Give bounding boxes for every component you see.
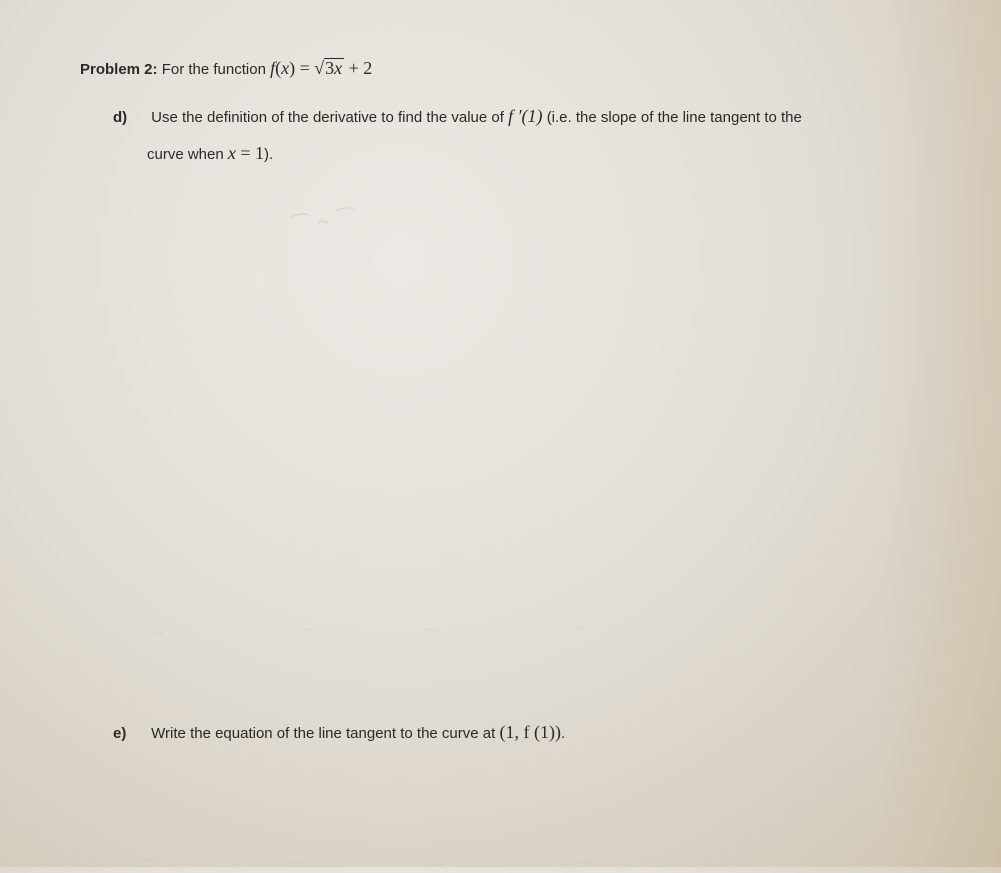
- sqrt-radicand: 3x: [325, 58, 343, 78]
- condition-x-equals-1: x = 1: [227, 143, 265, 163]
- bleed-through-mark: ···: [300, 622, 313, 637]
- problem-header: [80, 58, 372, 80]
- problem-label: Problem 2:: [80, 61, 158, 78]
- bleed-through-mark: ···: [580, 855, 593, 870]
- part-d-label: d): [113, 109, 128, 126]
- tangent-point: (1, f (1)): [499, 722, 561, 742]
- part-d-line-1: [113, 106, 802, 128]
- function-definition: f(x) = √3x + 2: [270, 58, 373, 78]
- part-e-line: e) Write the equation of the line tangent to the curve at (1, f (1)).: [113, 722, 566, 742]
- part-d-line-2: curve when x = 1).: [147, 143, 274, 163]
- bleed-through-mark: ···: [430, 857, 443, 872]
- bleed-through-mark: ···: [150, 625, 163, 640]
- bleed-through-mark: ···: [570, 620, 583, 635]
- f-prime-of-1: f ′(1): [508, 106, 543, 126]
- part-e-label: e): [113, 725, 127, 742]
- part-d-text: Use the definition of the derivative to find the value of: [151, 109, 504, 126]
- bleed-through-mark: ···: [425, 622, 438, 637]
- bleed-through-mark: ···: [140, 852, 153, 867]
- bleed-through-mark: ⌒ ~ ⌒: [288, 204, 359, 239]
- part-e-text: Write the equation of the line tangent to the curve at: [151, 725, 496, 742]
- part-d-text-after: (i.e. the slope of the line tangent to the: [546, 109, 802, 126]
- paper-shadow: [881, 0, 1001, 867]
- bleed-through-mark: ···: [290, 855, 303, 870]
- problem-intro: For the function: [161, 61, 266, 78]
